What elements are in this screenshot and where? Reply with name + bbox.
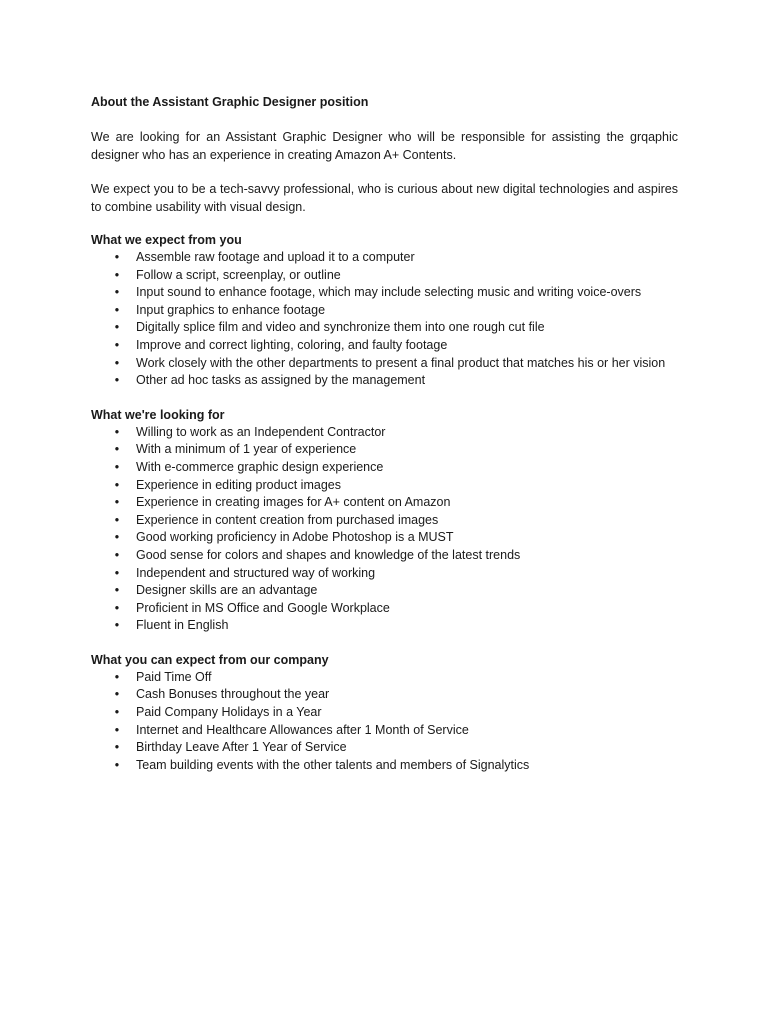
list-item — [91, 722, 678, 740]
list-item — [91, 494, 678, 512]
list-item-text: Follow a script, screenplay, or outline — [136, 267, 341, 282]
list-item-text: Other ad hoc tasks as assigned by the management — [136, 373, 426, 388]
list-item — [91, 249, 678, 267]
list-item — [91, 529, 678, 547]
bullet-icon: • — [114, 373, 120, 388]
list-item-text: Work closely with the other departments to present a final product that matches his or her vision — [136, 355, 666, 370]
list-item-text: Input graphics to enhance footage — [136, 302, 326, 317]
bullet-icon: • — [114, 583, 120, 598]
section-requirements — [91, 407, 678, 635]
bullet-icon: • — [114, 722, 120, 737]
list-item — [91, 512, 678, 530]
bullet-icon: • — [114, 547, 120, 562]
list-item — [91, 669, 678, 687]
list-item — [91, 424, 678, 442]
bullet-icon: • — [114, 669, 120, 684]
bullet-icon: • — [114, 442, 120, 457]
list-item-text: Birthday Leave After 1 Year of Service — [136, 740, 347, 755]
section-heading: What you can expect from our company — [91, 652, 329, 667]
list-item — [91, 284, 678, 302]
list-item — [91, 565, 678, 583]
bullet-icon: • — [114, 320, 120, 335]
intro-paragraph-1: We are looking for an Assistant Graphic Designer who will be responsible for assisting the grqaphic designer who has an experience in creating Amazon A+ Contents. — [91, 130, 678, 162]
list-item — [91, 319, 678, 337]
list-item-text: With e-commerce graphic design experience — [136, 459, 384, 474]
bullet-icon: • — [114, 600, 120, 615]
bullet-icon: • — [114, 267, 120, 282]
list-item — [91, 617, 678, 635]
document-title: About the Assistant Graphic Designer position — [91, 95, 369, 109]
list-item — [91, 547, 678, 565]
list-item-text: Designer skills are an advantage — [136, 583, 318, 598]
list-item — [91, 686, 678, 704]
list-item-text: Internet and Healthcare Allowances after 1 Month of Service — [136, 722, 469, 737]
list-item — [91, 704, 678, 722]
section-heading: What we're looking for — [91, 407, 225, 422]
bullet-icon: • — [114, 530, 120, 545]
bullet-icon: • — [114, 687, 120, 702]
list-item — [91, 302, 678, 320]
list-item-text: Willing to work as an Independent Contractor — [136, 424, 386, 439]
list-item-text: Experience in creating images for A+ content on Amazon — [136, 495, 451, 510]
section-heading: What we expect from you — [91, 233, 242, 247]
bullet-icon: • — [114, 424, 120, 439]
list-item — [91, 477, 678, 495]
bullet-icon: • — [114, 512, 120, 527]
list-item-text: Paid Time Off — [136, 669, 212, 684]
list-item — [91, 582, 678, 600]
list-item — [91, 600, 678, 618]
bullet-icon: • — [114, 705, 120, 720]
list-item-text: Experience in editing product images — [136, 477, 341, 492]
list-item-text: Digitally splice film and video and synchronize them into one rough cut file — [136, 320, 545, 335]
bullet-icon: • — [114, 477, 120, 492]
list-item — [91, 337, 678, 355]
list-item — [91, 459, 678, 477]
section-expectations — [91, 232, 678, 390]
list-item — [91, 757, 678, 775]
list-item — [91, 267, 678, 285]
list-item — [91, 441, 678, 459]
list-item-text: Input sound to enhance footage, which may include selecting music and writing voice-overs — [136, 285, 642, 300]
list-item-text: Experience in content creation from purchased images — [136, 512, 439, 527]
bullet-list — [91, 424, 678, 635]
list-item-text: Good sense for colors and shapes and knowledge of the latest trends — [136, 547, 521, 562]
list-item-text: Cash Bonuses throughout the year — [136, 687, 330, 702]
bullet-icon: • — [114, 285, 120, 300]
list-item-text: Proficient in MS Office and Google Workplace — [136, 600, 390, 615]
list-item-text: Improve and correct lighting, coloring, and faulty footage — [136, 337, 448, 352]
bullet-icon: • — [114, 757, 120, 772]
section-benefits — [91, 652, 678, 775]
document-page — [91, 94, 678, 791]
bullet-icon: • — [114, 250, 120, 264]
list-item-text: Assemble raw footage and upload it to a computer — [136, 250, 415, 264]
bullet-list — [91, 249, 678, 390]
bullet-icon: • — [114, 740, 120, 755]
list-item — [91, 739, 678, 757]
intro-paragraph-2: We expect you to be a tech-savvy professional, who is curious about new digital technologies and aspires to combine usability with visual design. — [91, 182, 678, 214]
list-item-text: Team building events with the other talents and members of Signalytics — [136, 757, 530, 772]
bullet-icon: • — [114, 355, 120, 370]
list-item — [91, 355, 678, 373]
list-item-text: Good working proficiency in Adobe Photoshop is a MUST — [136, 530, 454, 545]
bullet-icon: • — [114, 302, 120, 317]
bullet-list — [91, 669, 678, 775]
list-item-text: Fluent in English — [136, 618, 229, 633]
bullet-icon: • — [114, 337, 120, 352]
list-item-text: With a minimum of 1 year of experience — [136, 442, 357, 457]
bullet-icon: • — [114, 565, 120, 580]
list-item-text: Paid Company Holidays in a Year — [136, 705, 322, 720]
bullet-icon: • — [114, 495, 120, 510]
bullet-icon: • — [114, 459, 120, 474]
bullet-icon: • — [114, 618, 120, 633]
list-item — [91, 372, 678, 390]
list-item-text: Independent and structured way of working — [136, 565, 376, 580]
